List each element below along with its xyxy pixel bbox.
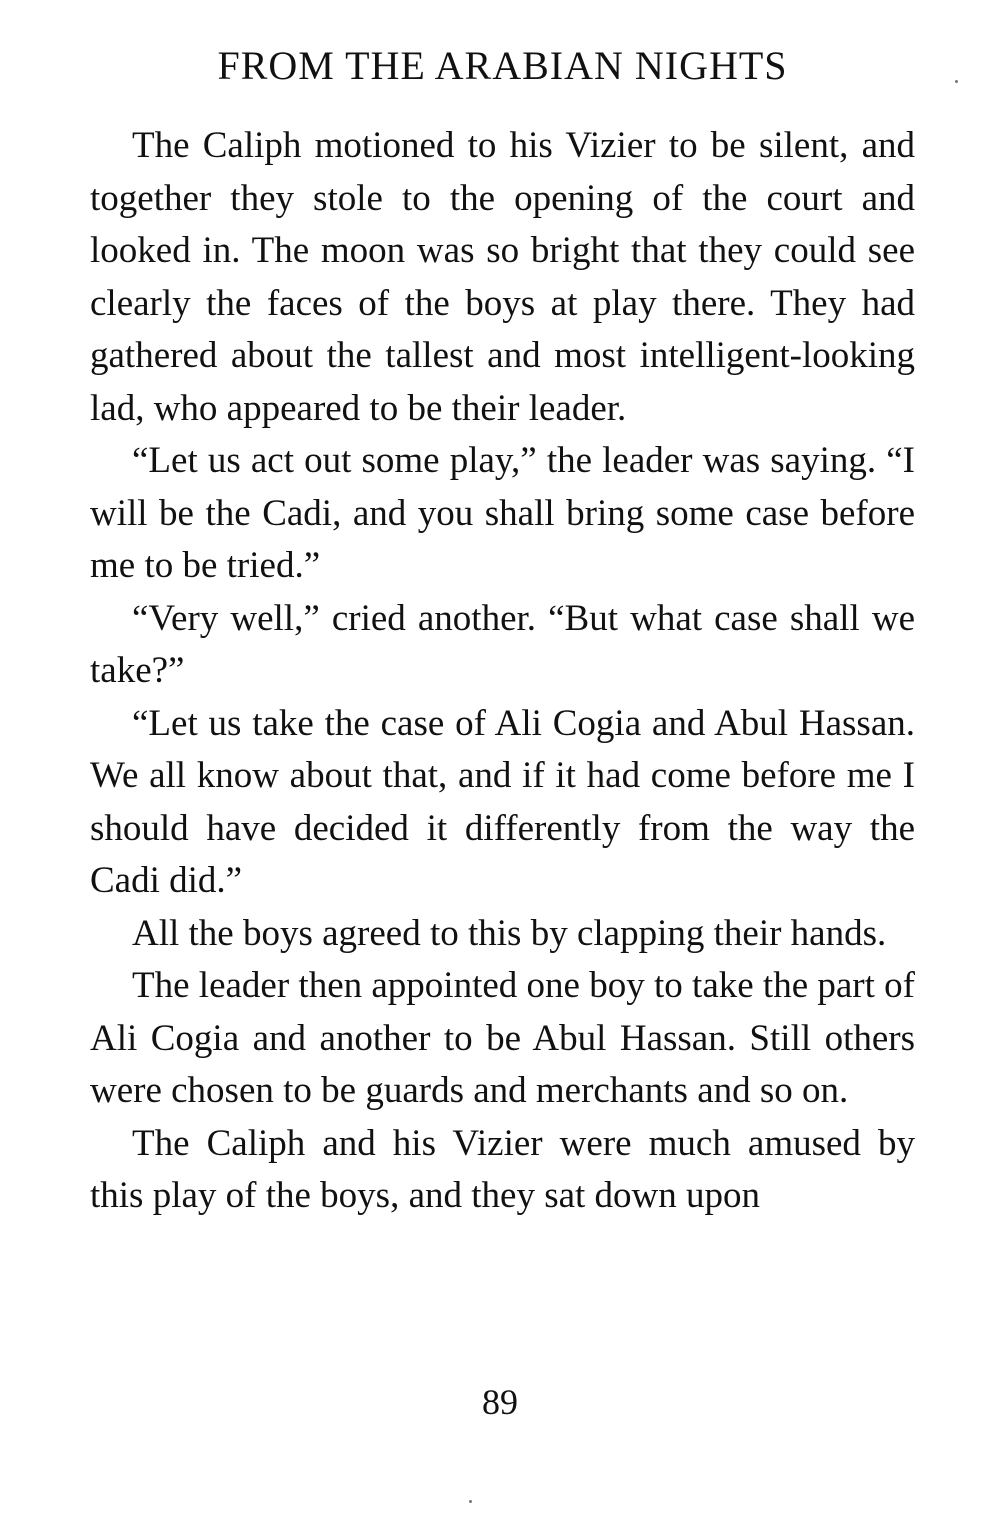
paragraph-4: “Let us take the case of Ali Cogia and Abul Hassan. We all know about that, and if it had come before me I should have decided it differently from the way the Cadi did.” [90, 702, 915, 901]
paragraph-7: The Caliph and his Vizier were much amused by this play of the boys, and they sat down upon [90, 1122, 915, 1216]
page-number: 89 [482, 1382, 518, 1422]
paragraph-3: “Very well,” cried another. “But what case shall we take?” [90, 597, 915, 691]
paragraph-2: “Let us act out some play,” the leader was saying. “I will be the Cadi, and you shall bring some case before me to be tried.” [90, 440, 915, 586]
paragraph-6: The leader then appointed one boy to take the part of Ali Cogia and another to be Abul Hassan. Still others were chosen to be guards and merchants and so on. [90, 965, 915, 1111]
scan-speck [469, 1500, 472, 1503]
scan-speck [955, 80, 958, 83]
book-page [90, 40, 915, 1223]
paragraph-5: All the boys agreed to this by clapping their hands. [132, 912, 887, 954]
running-head: FROM THE ARABIAN NIGHTS [217, 43, 788, 88]
paragraph-1: The Caliph motioned to his Vizier to be silent, and together they stole to the opening of the court and looked in. The moon was so bright that they could see clearly the faces of the boys at play there. They had gathered about the tallest and most intelligent-looking lad, who appeared to be their leader. [90, 125, 915, 429]
